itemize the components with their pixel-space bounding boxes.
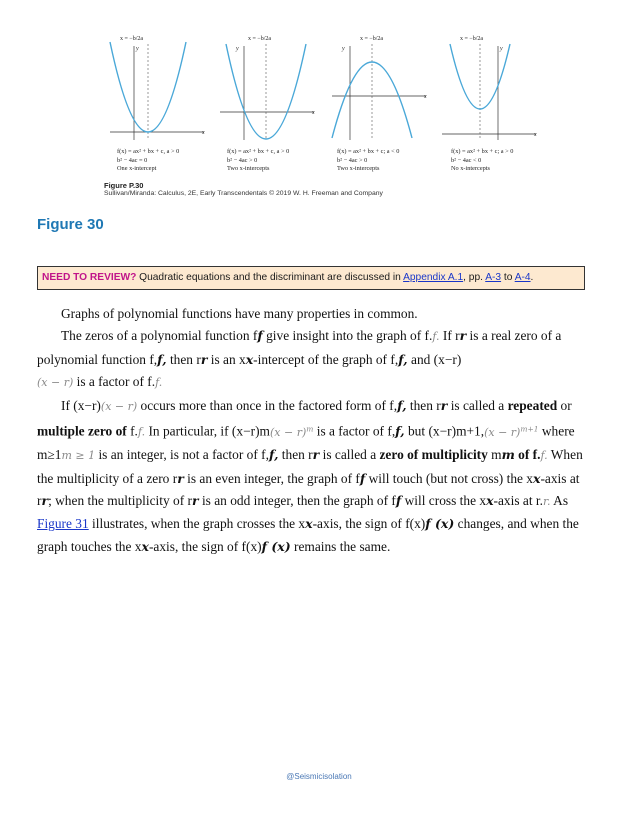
discriminant: b² − 4ac > 0 xyxy=(337,156,368,164)
graph-panel-two-intercepts xyxy=(214,26,322,173)
text: then r xyxy=(406,397,441,413)
x-axis-label: x xyxy=(202,130,205,136)
page-a3-link[interactable]: A-3 xyxy=(485,272,502,283)
text: where m≥1 xyxy=(37,423,575,463)
panel-caption xyxy=(451,148,513,174)
text: -axis at r xyxy=(37,470,580,508)
parabola-graph xyxy=(214,26,322,146)
math-r: r xyxy=(192,492,199,508)
math-f: f, xyxy=(268,447,279,463)
text: -axis, the sign of f(x) xyxy=(148,538,262,554)
math-f-gray: f. xyxy=(155,376,163,390)
math-f-gray: f. xyxy=(137,425,146,439)
term-zero-of-multiplicity: zero of multiplicity xyxy=(379,447,488,463)
discriminant: b² − 4ac > 0 xyxy=(227,156,258,164)
text: is an integer, is not a factor of f, xyxy=(95,447,269,463)
text: As xyxy=(550,492,569,508)
text: then r xyxy=(166,351,201,367)
intercept-note: No x-intercepts xyxy=(451,165,490,173)
text: If r xyxy=(439,328,460,344)
math-x-minus-r: (x − r) xyxy=(100,399,138,413)
math-m-ge-1: m ≥ 1 xyxy=(61,449,96,463)
math-x: x xyxy=(533,470,541,486)
math-r: r xyxy=(177,470,184,486)
text: is a factor of f. xyxy=(73,374,156,390)
x-axis-label: x xyxy=(312,110,315,116)
text: of f. xyxy=(514,447,541,463)
text: is an x xyxy=(207,351,246,367)
review-text: . xyxy=(530,272,534,283)
math-f: f xyxy=(359,470,366,486)
equation: f(x) = ax² + bx + c, a > 0 xyxy=(117,148,180,155)
math-f: f xyxy=(395,492,402,508)
text: ; when the multiplicity of r xyxy=(48,492,192,508)
text: is a factor of f, xyxy=(313,423,396,439)
math-f: f, xyxy=(397,397,407,413)
graph-panel-no-intercepts xyxy=(436,26,544,173)
parabola-graph xyxy=(104,26,212,146)
appendix-link[interactable]: Appendix A.1 xyxy=(403,272,464,283)
panel-caption xyxy=(227,148,289,174)
graph-panel-downward xyxy=(326,26,434,173)
watermark-credit: @Seismicisolation xyxy=(286,772,352,781)
review-callout xyxy=(37,266,585,290)
text: The zeros of a polynomial function f xyxy=(61,328,258,344)
paragraph-2 xyxy=(37,325,597,394)
text: If (x−r) xyxy=(61,397,101,413)
equation: f(x) = ax² + bx + c; a > 0 xyxy=(451,148,514,155)
equation: f(x) = ax² + bx + c, a > 0 xyxy=(227,148,290,155)
math-f-of-x: f (x) xyxy=(261,538,291,554)
figure-31-link[interactable]: Figure 31 xyxy=(37,516,89,532)
text: is called a xyxy=(447,397,508,413)
review-text: , pp. xyxy=(463,272,486,283)
vertex-label: x = −b/2a xyxy=(360,36,384,42)
math-f: f, xyxy=(398,351,408,367)
math-x-minus-r-power-m1: $(x - r)^{m+1}$ xyxy=(484,424,539,439)
text: is an odd integer, then the graph of f xyxy=(198,492,396,508)
review-label: NEED TO REVIEW? xyxy=(42,272,137,283)
discriminant: b² − 4ac < 0 xyxy=(451,156,482,164)
figure-label: Figure P.30 xyxy=(104,181,144,190)
math-x: x xyxy=(245,351,254,367)
body-text xyxy=(37,303,597,558)
text: but (x−r)m+1, xyxy=(404,423,485,439)
math-f-gray: f. xyxy=(540,449,548,463)
equation: f(x) = ax² + bx + c; a < 0 xyxy=(337,148,400,155)
math-f: f xyxy=(257,328,263,344)
text: or xyxy=(557,397,572,413)
text: will touch (but not cross) the x xyxy=(365,470,533,486)
paragraph-3 xyxy=(37,395,597,559)
review-text: Quadratic equations and the discriminant are discussed in xyxy=(136,272,404,283)
text: -intercept of the graph of f, xyxy=(253,351,399,367)
term-multiple-zero: multiple zero of xyxy=(37,423,127,439)
math-m: m xyxy=(501,447,515,463)
text: -axis, the sign of f(x) xyxy=(312,516,426,532)
math-x-minus-r-power-m: $(x - r)^m$ xyxy=(269,424,314,439)
math-r: r xyxy=(459,328,467,344)
text: changes, and when the graph touches the x xyxy=(37,516,579,554)
math-f-gray: f. xyxy=(432,330,440,344)
figure-credit: Sullivan/Miranda: Calculus, 2E, Early Transcendentals © 2019 W. H. Freeman and Company xyxy=(104,190,383,197)
text: m xyxy=(487,447,502,463)
y-axis-label: y xyxy=(236,46,239,52)
intercept-note: Two x-intercepts xyxy=(227,165,270,173)
text: f. xyxy=(126,423,138,439)
text: is called a xyxy=(319,447,380,463)
paragraph-1: Graphs of polynomial functions have many properties in common. xyxy=(61,306,418,321)
panel-caption xyxy=(337,148,399,174)
y-axis-label: y xyxy=(500,46,503,52)
figure-p30 xyxy=(104,26,544,206)
intercept-note: One x-intercept xyxy=(117,165,157,173)
math-x: x xyxy=(141,538,149,554)
math-r: r xyxy=(41,492,49,508)
math-r-gray: r. xyxy=(543,494,551,508)
review-text: to xyxy=(501,272,515,283)
math-x: x xyxy=(486,492,494,508)
text: When the multiplicity of a zero r xyxy=(37,447,583,486)
discriminant: b² − 4ac = 0 xyxy=(117,156,148,164)
figure-heading: Figure 30 xyxy=(37,216,104,233)
page-a4-link[interactable]: A-4 xyxy=(514,272,531,283)
graph-panel-one-intercept xyxy=(104,26,212,173)
parabola-graph xyxy=(436,26,544,146)
parabola-graph xyxy=(326,26,434,146)
text: occurs more than once in the factored form of f, xyxy=(137,397,398,413)
math-f: f, xyxy=(157,351,167,367)
text: give insight into the graph of f. xyxy=(262,328,433,344)
x-axis-label: x xyxy=(424,94,427,100)
vertex-label: x = −b/2a xyxy=(460,36,484,42)
intercept-note: Two x-intercepts xyxy=(337,165,380,173)
math-f: f, xyxy=(395,423,405,439)
vertex-label: x = −b/2a xyxy=(120,36,144,42)
text: is an even integer, the graph of f xyxy=(183,470,360,486)
text: In particular, if (x−r)m xyxy=(145,423,270,439)
math-x: x xyxy=(305,516,313,532)
text: then r xyxy=(278,447,313,463)
x-axis-label: x xyxy=(534,132,537,138)
math-r: r xyxy=(312,447,320,463)
math-r: r xyxy=(440,397,448,413)
text: and (x−r) xyxy=(407,351,462,367)
math-x-minus-r: (x − r) xyxy=(37,376,74,390)
text: illustrates, when the graph crosses the x xyxy=(88,516,306,532)
math-r: r xyxy=(200,351,208,367)
text: is a real zero of a polynomial function f, xyxy=(37,328,562,367)
term-repeated: repeated xyxy=(507,397,558,413)
text: will cross the x xyxy=(401,492,487,508)
y-axis-label: y xyxy=(342,46,345,52)
vertex-label: x = −b/2a xyxy=(248,36,272,42)
math-f-of-x: f (x) xyxy=(425,516,455,532)
text: -axis at r. xyxy=(493,492,543,508)
panel-caption xyxy=(117,148,179,174)
y-axis-label: y xyxy=(136,46,139,52)
text: remains the same. xyxy=(290,538,391,554)
